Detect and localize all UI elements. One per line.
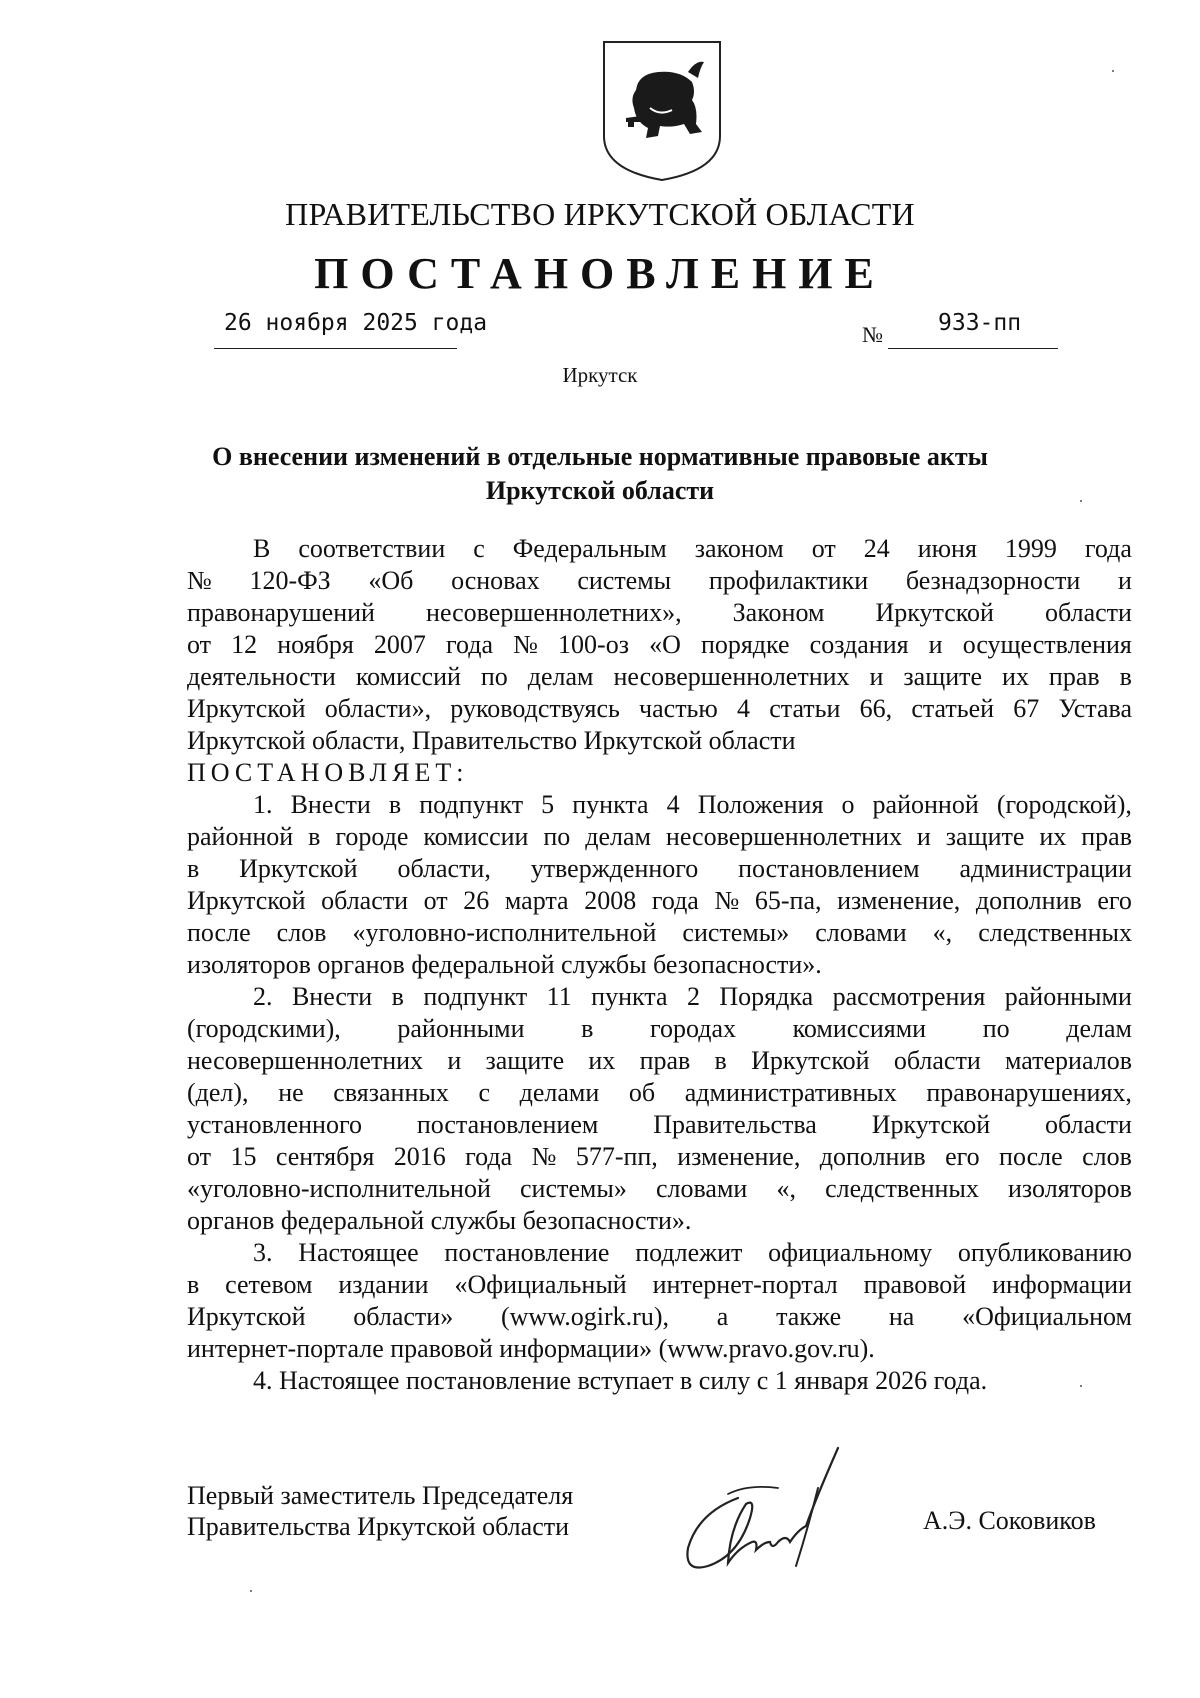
body-line: Иркутской области, Правительство Иркутской области (187, 726, 796, 755)
body-word: постановлением (738, 854, 920, 883)
body-word: 65-па, (754, 886, 822, 915)
body-word: слов (276, 918, 327, 947)
body-line: органов федеральной службы безопасности». (187, 1206, 692, 1235)
body-word: подпункт (423, 982, 528, 1011)
body-word: с (473, 534, 485, 563)
body-word: Федеральным (512, 534, 667, 563)
body-line (187, 789, 1132, 821)
body-word: Иркутской (751, 1046, 870, 1075)
body-line: 4. Настоящее постановление вступает в силу с 1 января 2026 года. (253, 1366, 988, 1395)
body-line (187, 629, 1132, 661)
body-word: осуществления (962, 630, 1132, 659)
body-word: опубликованию (957, 1238, 1132, 1267)
body-word: № (531, 1142, 557, 1171)
body-word: не (278, 1078, 304, 1107)
body-word: области, (397, 854, 491, 883)
document-date: 26 ноября 2025 года (224, 310, 488, 336)
body-word: словами (815, 918, 907, 947)
body-word: «Об (368, 566, 414, 595)
number-sign: № (862, 322, 883, 347)
body-word: защите (485, 1046, 565, 1075)
body-word: системы» (682, 918, 790, 947)
signatory-position (187, 1480, 573, 1542)
body-word: несовершеннолетних», (426, 598, 682, 627)
body-word: 15 (230, 1142, 257, 1171)
body-word: рассмотрения (832, 982, 986, 1011)
body-word: 4 (666, 790, 680, 819)
body-word: Устава (1058, 694, 1132, 723)
body-word: районной (872, 790, 979, 819)
body-word: правонарушений (187, 598, 375, 627)
body-word: городе (335, 822, 409, 851)
body-word: 2007 (373, 630, 426, 659)
body-word: 24 (863, 534, 890, 563)
body-word: 11 (546, 982, 572, 1011)
body-word: подлежит (635, 1238, 743, 1267)
body-word: а (716, 1302, 729, 1331)
body-word: (дел), (187, 1078, 249, 1107)
body-word: № (513, 630, 538, 659)
body-word: Иркутской (187, 1302, 306, 1331)
body-word: № (187, 566, 212, 595)
body-line (187, 1301, 1132, 1333)
body-word: следственных (978, 918, 1132, 947)
body-word: в (388, 790, 402, 819)
body-word: года (445, 630, 494, 659)
body-line: интернет-портале правовой информации» (www.pravo.gov.ru). (187, 1334, 875, 1363)
body-word: области (321, 886, 409, 915)
body-word: административных (684, 1078, 897, 1107)
body-word: делам (585, 822, 651, 851)
body-word: 67 (1013, 694, 1040, 723)
body-word: в (308, 822, 321, 851)
body-line (187, 533, 1132, 565)
body-word: (городскими), (187, 1014, 341, 1043)
body-word: «уголовно-исполнительной (352, 918, 657, 947)
body-word: № (714, 886, 740, 915)
body-word: городах (649, 1014, 736, 1043)
body-word: 4 (737, 694, 751, 723)
body-word: и (928, 630, 943, 659)
body-word: системы (577, 566, 672, 595)
body-word: системы» (520, 1174, 627, 1203)
body-word: области (1045, 598, 1132, 627)
body-word: об (628, 1078, 656, 1107)
body-word: районными (1004, 982, 1132, 1011)
body-word: профилактики (708, 566, 869, 595)
body-line (187, 821, 1132, 853)
body-word: районной (187, 822, 294, 851)
body-word: информации (992, 1270, 1132, 1299)
body-word: по (982, 1014, 1010, 1043)
body-word: пункта (591, 982, 668, 1011)
body-word: (городской), (996, 790, 1132, 819)
body-word: изменение, (677, 1142, 801, 1171)
scan-speck (1080, 1385, 1082, 1387)
body-word: безнадзорности (905, 566, 1081, 595)
body-word: словами (655, 1174, 748, 1203)
body-line (187, 853, 1132, 885)
body-line: ПОСТАНОВЛЯЕТ: (187, 758, 469, 787)
body-word: «, (776, 1174, 796, 1203)
body-word: о (841, 790, 855, 819)
body-line (187, 1237, 1132, 1269)
body-word: Порядка (719, 982, 814, 1011)
body-word: после (999, 1142, 1063, 1171)
body-word: Иркутской (187, 886, 306, 915)
body-word: в (187, 854, 200, 883)
body-word: сетевом (225, 1270, 313, 1299)
body-word: по (543, 822, 571, 851)
body-word: несовершеннолетних (665, 822, 902, 851)
position-line: Правительства Иркутской области (187, 1512, 570, 1541)
body-word: подпункт (419, 790, 524, 819)
body-word: «Официальный (454, 1270, 627, 1299)
body-word: 100-оз (558, 630, 629, 659)
document-subject (0, 440, 1200, 508)
body-word: комиссиями (792, 1014, 927, 1043)
body-word: комиссии (423, 822, 529, 851)
body-word: марта (504, 886, 569, 915)
body-word: июня (917, 534, 977, 563)
body-word: области (893, 1046, 981, 1075)
body-word: законом (694, 534, 784, 563)
body-line (187, 693, 1132, 725)
body-word: соответствии (298, 534, 446, 563)
body-word: Законом (732, 598, 825, 627)
body-word: 577-пп, (575, 1142, 658, 1171)
body-word: защите (903, 662, 983, 691)
body-word: Иркутской (187, 694, 306, 723)
body-word: в (391, 982, 404, 1011)
body-word: Иркутской (875, 598, 994, 627)
body-word: 2. (253, 982, 273, 1011)
body-word: от (187, 1142, 212, 1171)
body-line (187, 1013, 1132, 1045)
body-word: Иркутской (871, 1110, 991, 1139)
number-underline (888, 348, 1058, 349)
body-word: прав (1048, 662, 1100, 691)
body-word: правонарушениях, (926, 1078, 1132, 1107)
date-underline (214, 348, 457, 349)
subject-line: О внесении изменений в отдельные нормативные правовые акты (212, 442, 988, 471)
body-word: «уголовно-исполнительной (187, 1174, 491, 1203)
body-word: года (1084, 534, 1132, 563)
body-word: Внести (291, 982, 373, 1011)
body-word: утвержденного (530, 854, 699, 883)
body-line (187, 1045, 1132, 1077)
body-line (187, 1109, 1132, 1141)
body-word: и (869, 662, 884, 691)
body-word: деятельности (187, 662, 336, 691)
body-word: области» (353, 1302, 454, 1331)
body-word: делами (519, 1078, 600, 1107)
irkutsk-coat-of-arms-icon (600, 38, 724, 183)
body-word: защите (945, 822, 1025, 851)
body-word: 2016 (393, 1142, 446, 1171)
body-word: области (1045, 1110, 1132, 1139)
government-name: ПРАВИТЕЛЬСТВО ИРКУТСКОЙ ОБЛАСТИ (285, 196, 915, 232)
body-word: постановление (444, 1238, 610, 1267)
body-word: порядке (700, 630, 790, 659)
body-word: Правительства (653, 1110, 817, 1139)
body-word: связанных (333, 1078, 449, 1107)
body-word: постановлением (416, 1110, 599, 1139)
body-word: их (1039, 822, 1067, 851)
body-word: его (945, 1142, 980, 1171)
body-word: в (581, 1014, 594, 1043)
body-word: их (1002, 662, 1029, 691)
body-word: и (1118, 566, 1132, 595)
body-word: правовой (863, 1270, 967, 1299)
body-word: Иркутской (239, 854, 358, 883)
body-word: несовершеннолетних (187, 1046, 424, 1075)
body-word: Внести (290, 790, 371, 819)
body-word: делам (1066, 1014, 1132, 1043)
body-line (187, 597, 1132, 629)
body-word: Настоящее (298, 1238, 419, 1267)
body-word: 12 (231, 630, 258, 659)
scan-speck (1112, 70, 1114, 72)
body-line (187, 1077, 1132, 1109)
body-word: 1999 (1004, 534, 1057, 563)
scan-speck (1080, 500, 1082, 502)
body-word: частью (639, 694, 718, 723)
body-word: 26 (463, 886, 490, 915)
body-word: руководствуясь (450, 694, 620, 723)
body-word: 120-ФЗ (249, 566, 331, 595)
body-word: «, (932, 918, 953, 947)
body-word: слов (1082, 1142, 1132, 1171)
body-line (187, 981, 1132, 1013)
body-word: В (253, 534, 271, 563)
body-word: 3. (253, 1238, 273, 1267)
body-word: пункта (572, 790, 649, 819)
document-body (187, 533, 1132, 1397)
body-word: 2 (686, 982, 700, 1011)
body-line (187, 885, 1132, 917)
subject-line: Иркутской области (485, 476, 715, 505)
position-line: Первый заместитель Председателя (187, 1481, 574, 1510)
scan-speck (250, 1590, 252, 1592)
body-word: области», (324, 694, 432, 723)
document-number: 933-пп (938, 310, 1022, 336)
body-word: издании (338, 1270, 429, 1299)
body-word: в (187, 1270, 200, 1299)
body-word: на (888, 1302, 915, 1331)
body-word: года (651, 886, 699, 915)
body-line (187, 565, 1132, 597)
body-word: прав (1081, 822, 1132, 851)
body-word: и (916, 822, 931, 851)
body-word: администрации (959, 854, 1132, 883)
body-line (187, 917, 1132, 949)
body-word: ноября (277, 630, 354, 659)
body-word: от (423, 886, 448, 915)
body-word: 1. (253, 790, 273, 819)
body-word: года (465, 1142, 513, 1171)
body-word: от (187, 630, 212, 659)
city-name: Иркутск (562, 363, 638, 387)
handwritten-signature (668, 1438, 908, 1588)
body-word: следственных (825, 1174, 979, 1203)
body-word: (www.ogirk.ru), (500, 1302, 669, 1331)
body-word: делам (527, 662, 594, 691)
body-word: материалов (1005, 1046, 1132, 1075)
body-word: официальному (768, 1238, 933, 1267)
body-line (187, 1173, 1132, 1205)
body-word: по (480, 662, 508, 691)
body-line (187, 1141, 1132, 1173)
body-word: 66, (859, 694, 893, 723)
body-word: статьи (769, 694, 841, 723)
body-word: установленного (187, 1110, 362, 1139)
body-word: дополнив (975, 886, 1082, 915)
body-word: 2008 (584, 886, 637, 915)
body-word: изменение, (837, 886, 961, 915)
body-word: 5 (541, 790, 555, 819)
signatory-name: А.Э. Соковиков (923, 1506, 1096, 1535)
body-word: несовершеннолетних (613, 662, 850, 691)
body-word: изоляторов (1008, 1174, 1132, 1203)
body-word: Положения (697, 790, 824, 819)
body-word: районными (397, 1014, 525, 1043)
body-line (187, 661, 1132, 693)
body-word: «О (649, 630, 681, 659)
body-line: изоляторов органов федеральной службы безопасности». (187, 950, 822, 979)
body-word: создания (809, 630, 909, 659)
body-word: его (1097, 886, 1132, 915)
body-word: их (588, 1046, 616, 1075)
body-word: «Официальном (962, 1302, 1132, 1331)
document-type-title: ПОСТАНОВЛЕНИЕ (314, 249, 886, 298)
body-word: дополнив (819, 1142, 926, 1171)
body-word: сентября (275, 1142, 375, 1171)
body-word: основах (451, 566, 540, 595)
body-word: интернет-портал (652, 1270, 838, 1299)
body-line (187, 1269, 1132, 1301)
body-word: статьей (911, 694, 995, 723)
body-word: в (714, 1046, 727, 1075)
body-word: в (1119, 662, 1132, 691)
body-word: и (447, 1046, 462, 1075)
body-word: также (776, 1302, 842, 1331)
body-word: комиссий (355, 662, 461, 691)
body-word: с (478, 1078, 490, 1107)
body-word: от (811, 534, 836, 563)
body-word: после (187, 918, 251, 947)
body-word: прав (639, 1046, 691, 1075)
